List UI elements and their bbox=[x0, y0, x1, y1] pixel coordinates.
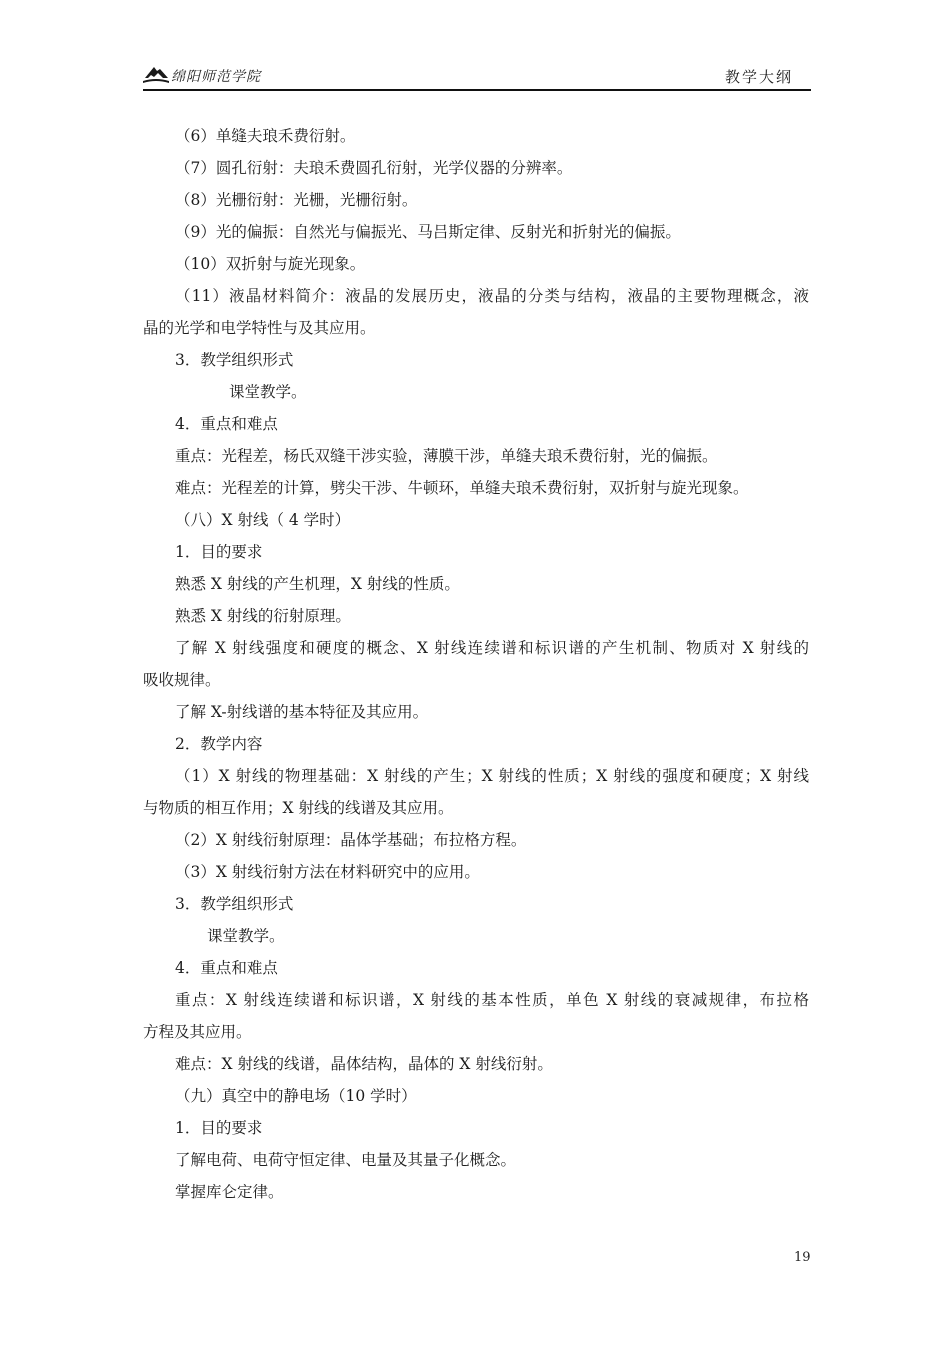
page-header bbox=[143, 62, 811, 92]
page-number: 19 bbox=[794, 1250, 811, 1265]
document-label: 教学大纲 bbox=[724, 68, 793, 86]
text-line: （7）圆孔衍射：夫琅禾费圆孔衍射，光学仪器的分辨率。 bbox=[175, 159, 573, 177]
school-name: 绵阳师范学院 bbox=[171, 69, 261, 85]
text-line: 了解 X 射线强度和硬度的概念、X 射线连续谱和标识谱的产生机制、物质对 X 射线的 bbox=[175, 639, 809, 657]
text-line: （2）X 射线衍射原理：晶体学基础；布拉格方程。 bbox=[175, 831, 527, 849]
text-line: （3）X 射线衍射方法在材料研究中的应用。 bbox=[175, 863, 480, 881]
text-line: （9）光的偏振：自然光与偏振光、马吕斯定律、反射光和折射光的偏振。 bbox=[175, 223, 681, 241]
school-logo-icon bbox=[143, 64, 169, 86]
text-line: 难点：光程差的计算，劈尖干涉、牛顿环，单缝夫琅禾费衍射，双折射与旋光现象。 bbox=[175, 479, 749, 497]
text-line: 课堂教学。 bbox=[229, 383, 307, 401]
section-heading: 3．教学组织形式 bbox=[175, 351, 294, 369]
section-heading: 2．教学内容 bbox=[175, 735, 263, 753]
text-line: 熟悉 X 射线的产生机理，X 射线的性质。 bbox=[175, 575, 460, 593]
text-line: 晶的光学和电学特性与及其应用。 bbox=[143, 319, 376, 337]
text-line: 吸收规律。 bbox=[143, 671, 221, 689]
text-line: 了解 X-射线谱的基本特征及其应用。 bbox=[175, 703, 429, 721]
text-line: （6）单缝夫琅禾费衍射。 bbox=[175, 127, 356, 145]
text-line: （11）液晶材料简介：液晶的发展历史，液晶的分类与结构，液晶的主要物理概念，液 bbox=[175, 287, 809, 305]
page-body bbox=[143, 120, 809, 1208]
text-line: 掌握库仑定律。 bbox=[175, 1183, 284, 1201]
section-heading: 4．重点和难点 bbox=[175, 959, 278, 977]
section-heading: 1．目的要求 bbox=[175, 543, 263, 561]
chapter-heading: （八）X 射线（ 4 学时） bbox=[175, 511, 351, 529]
text-line: 熟悉 X 射线的衍射原理。 bbox=[175, 607, 351, 625]
text-line: （10）双折射与旋光现象。 bbox=[175, 255, 366, 273]
text-line: （1）X 射线的物理基础：X 射线的产生；X 射线的性质；X 射线的强度和硬度；X 射线 bbox=[175, 767, 809, 785]
text-line: （8）光栅衍射：光栅，光栅衍射。 bbox=[175, 191, 418, 209]
section-heading: 4．重点和难点 bbox=[175, 415, 278, 433]
chapter-heading: （九）真空中的静电场（10 学时） bbox=[175, 1087, 417, 1105]
text-line: 与物质的相互作用；X 射线的线谱及其应用。 bbox=[143, 799, 454, 817]
section-heading: 3．教学组织形式 bbox=[175, 895, 294, 913]
text-line: 课堂教学。 bbox=[207, 927, 285, 945]
header-rule bbox=[143, 89, 811, 91]
text-line: 重点：X 射线连续谱和标识谱，X 射线的基本性质，单色 X 射线的衰减规律，布拉格 bbox=[175, 991, 809, 1009]
text-line: 了解电荷、电荷守恒定律、电量及其量子化概念。 bbox=[175, 1151, 517, 1169]
text-line: 方程及其应用。 bbox=[143, 1023, 252, 1041]
text-line: 难点：X 射线的线谱，晶体结构，晶体的 X 射线衍射。 bbox=[175, 1055, 553, 1073]
text-line: 重点：光程差，杨氏双缝干涉实验，薄膜干涉，单缝夫琅禾费衍射，光的偏振。 bbox=[175, 447, 718, 465]
section-heading: 1．目的要求 bbox=[175, 1119, 263, 1137]
